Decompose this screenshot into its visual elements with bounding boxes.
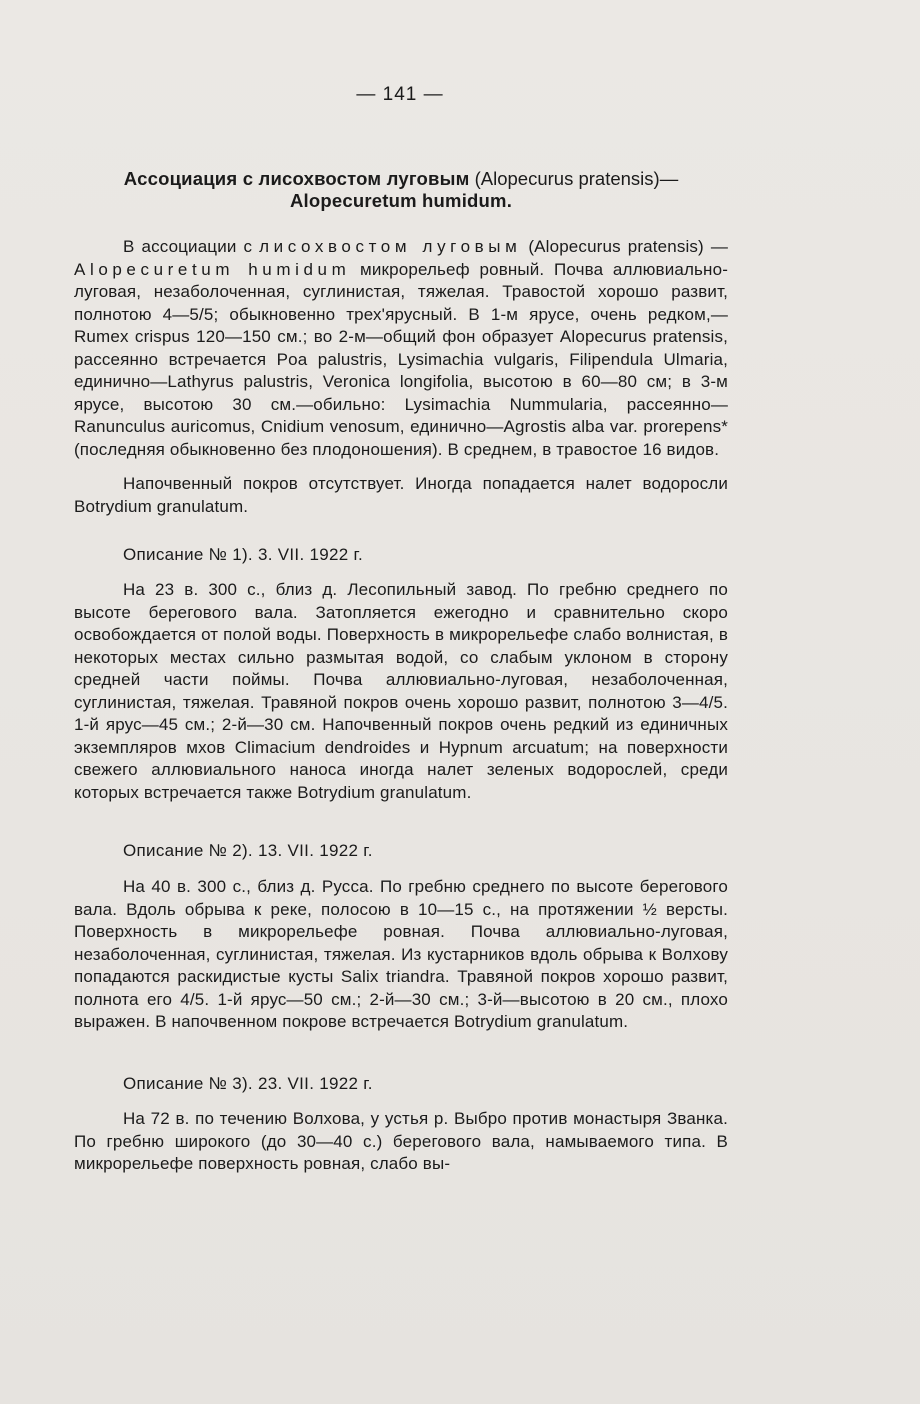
- description-3-title: Описание № 3). 23. VII. 1922 г.: [123, 1074, 373, 1093]
- description-2-title: Описание № 2). 13. VII. 1922 г.: [123, 841, 373, 860]
- intro-text-3: микрорельеф ровный. Почва аллювиально-луговая, незаболоченная, суглинистая, тяжелая. Травостой хорошо развит, полнотою 4—5/5; обыкновенно трех'ярусный. В 1-м ярусе, очень редком,—Rumex crispus 120—150 см.; во 2-м—общий фон образует Alopecurus pratensis, рассеянно встречается Poa palustris, Lysimachia vulgaris, Filipendula Ulmaria, единично—Lathyrus palustris, Veronica longifolia, высотою в 60—80 см; в 3-м ярусе, высотою 30 см.—обильно: Lysimachia Nummularia, рассеянно—Ranunculus auricomus, Cnidium venosum, единично—Agrostis alba var. prorepens* (последняя обыкновенно без плодоношения). В среднем, в травостое 16 видов.: [74, 259, 729, 459]
- heading-title-bold: Ассоциация с лисохвостом луговым: [123, 168, 470, 189]
- description-1-text: На 23 в. 300 с., близ д. Лесопильный завод. По гребню среднего по высоте берегового вала. Затопляется ежегодно и сравнительно скоро освобождается от полой воды. Поверхность в микрорельефе слабо волнистая, в некоторых местах сильно размытая водой, со слабым уклоном в сторону средней части поймы. Почва аллювиально-луговая, незаболоченная, суглинистая, тяжелая. Травяной покров очень хорошо развит, полнотою 3—4/5. 1-й ярус—45 см.; 2-й—30 см. Напочвенный покров очень редкий из единичных экземпляров мхов Climacium dendroides и Hypnum arcuatum; на поверхности свежего аллювиального наноса иногда налет зеленых водорослей, среди которых встречается также Botrydium granulatum.: [74, 580, 728, 802]
- intro-paragraph: [74, 236, 728, 461]
- intro-spaced-1: лисохвостом луговым: [259, 237, 522, 256]
- page-number: — 141 —: [356, 84, 444, 105]
- description-3-text: На 72 в. по течению Волхова, у устья р. Выбро против монастыря Званка. По гребню широкого (до 30—40 с.) берегового вала, намываемого типа. В микрорельефе поверхность ровная, слабо вы-: [74, 1109, 728, 1173]
- section-heading: [74, 168, 728, 212]
- intro-text-2: (Alopecurus pratensis) —: [521, 237, 728, 256]
- description-2-text: На 40 в. 300 с., близ д. Русса. По гребню среднего по высоте берегового вала. Вдоль обрыва к реке, полосою в 10—15 с., на протяжении ½ версты. Поверхность в микрорельефе ровная. Почва аллювиально-луговая, незаболоченная, суглинистая, тяжелая. Из кустарников вдоль обрыва к Волхову попадаются раскидистые кусты Salix triandra. Травяной покров хорошо развит, полнота его 4/5. 1-й ярус—50 см.; 2-й—30 см.; 3-й—высотою в 20 см., плохо выражен. В напочвенном покрове встречается Botrydium granulatum.: [74, 877, 728, 1031]
- heading-association-name: Alopecuretum humidum.: [289, 190, 513, 211]
- description-1-title: Описание № 1). 3. VII. 1922 г.: [123, 545, 363, 564]
- intro-text-1: В ассоциации с: [123, 237, 260, 256]
- ground-cover-paragraph: Напочвенный покров отсутствует. Иногда попадается налет водоросли Botrydium granulatum.: [74, 474, 728, 516]
- intro-spaced-2: Alopecuretum humidum: [74, 259, 351, 279]
- heading-latin-name: (Alopecurus pratensis)—: [469, 168, 679, 189]
